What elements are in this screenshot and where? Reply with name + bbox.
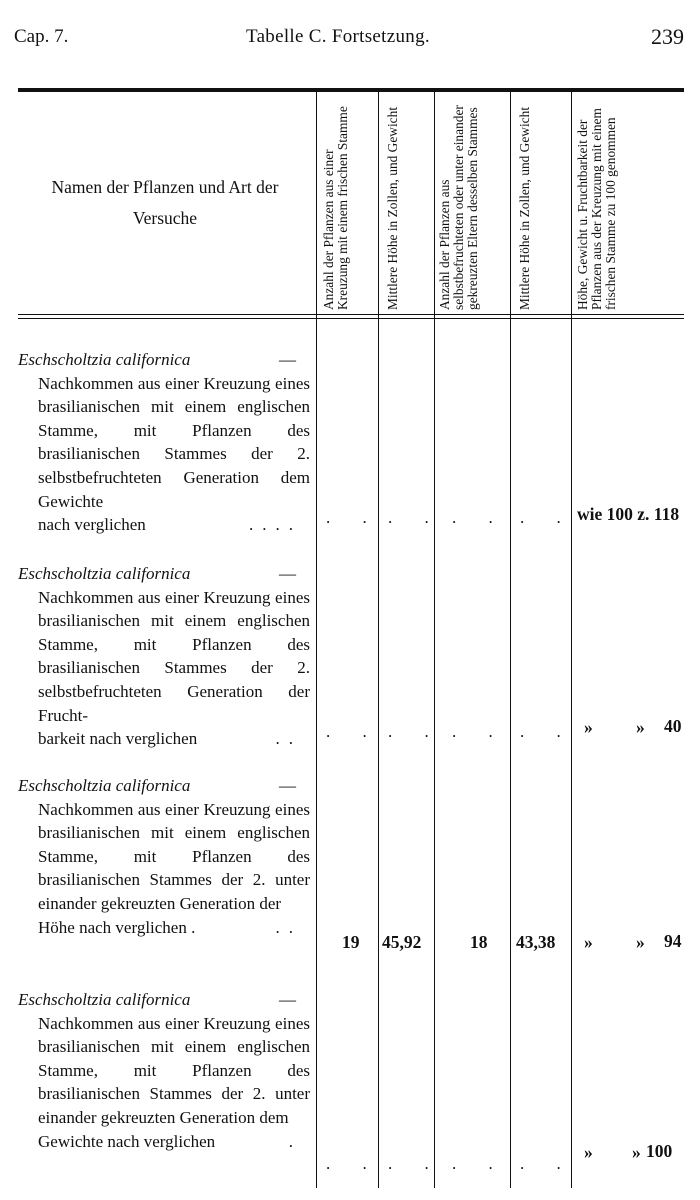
ditto-mark: »	[636, 717, 645, 737]
ditto-mark: »	[632, 1142, 641, 1162]
ditto-mark: »	[584, 932, 593, 952]
table-row: Eschscholtzia californica — Nachkommen aus einer Kreuzung eines brasilianischen mit einem englischen Stamme, mit Pflanzen des brasilianischen Stammes der 2. unter einander gekreuzten Generation der Höhe nach verglichen . ..	[18, 776, 310, 937]
top-rule	[18, 88, 684, 92]
cell-self-count: . .	[452, 722, 507, 741]
table-row: Eschscholtzia californica — Nachkommen aus einer Kreuzung eines brasilianischen mit einem englischen Stamme, mit Pflanzen des brasilianischen Stammes der 2. unter einander gekreuzten Generation dem Gewichte nach verglichen .	[18, 990, 310, 1151]
species-name: Eschscholtzia californica	[18, 564, 191, 583]
species-name: Eschscholtzia californica	[18, 990, 191, 1009]
column-header-ratio: Höhe, Gewicht u. Fruchtbarkeit der Pflanzen aus der Kreuzung mit einem frischen Stamme zu 100 genommen	[575, 108, 618, 310]
page-number: 239	[651, 24, 684, 49]
cell-ratio: 94	[664, 931, 682, 951]
chapter-label: Cap. 7.	[14, 26, 69, 47]
cell-ratio: 100	[646, 1141, 673, 1161]
cell-ratio: wie 100 z. 118	[577, 504, 680, 524]
cell-self-height: 43,38	[516, 932, 556, 952]
cell-crossed-count: . .	[326, 722, 381, 741]
column-divider	[510, 92, 511, 1188]
cell-ratio: 40	[664, 716, 682, 736]
cell-self-height: . .	[520, 722, 575, 741]
column-header-self-height: Mittlere Höhe in Zollen, und Gewicht	[517, 106, 532, 310]
experiment-description: Nachkommen aus einer Kreuzung eines brasilianischen mit einem englischen Stamme, mit Pflanzen des brasilianischen Stammes der 2. unter einander gekreuzten Generation der	[38, 799, 310, 913]
column-header-self-count: Anzahl der Pflanzen aus selbstbefruchteten oder unter einander gekreuzten Eltern desselben Stammes	[437, 105, 480, 310]
cell-self-height: . .	[520, 508, 575, 527]
cell-self-count: 18	[470, 932, 488, 952]
ditto-mark: »	[636, 932, 645, 952]
table-row: Eschscholtzia californica — Nachkommen aus einer Kreuzung eines brasilianischen mit einem englischen Stamme, mit Pflanzen des brasilianischen Stammes der 2. selbstbefruchteten Generation dem Gewichte nach verglichen ....	[18, 350, 310, 535]
table-title: Tabelle C. Fortsetzung.	[246, 26, 430, 47]
experiment-description: Nachkommen aus einer Kreuzung eines brasilianischen mit einem englischen Stamme, mit Pflanzen des brasilianischen Stammes der 2. selbstbefruchteten Generation dem Gewichte	[38, 373, 310, 511]
cell-self-height: . .	[520, 1154, 575, 1173]
table-row: Eschscholtzia californica — Nachkommen aus einer Kreuzung eines brasilianischen mit einem englischen Stamme, mit Pflanzen des brasilianischen Stammes der 2. selbstbefruchteten Generation der Frucht- barkeit nach verglichen ..	[18, 564, 310, 749]
ditto-mark: »	[584, 717, 593, 737]
cell-crossed-height: . .	[388, 1154, 443, 1173]
experiment-description: Nachkommen aus einer Kreuzung eines brasilianischen mit einem englischen Stamme, mit Pflanzen des brasilianischen Stammes der 2. unter einander gekreuzten Generation dem	[38, 1013, 310, 1127]
cell-crossed-height: . .	[388, 722, 443, 741]
column-divider	[378, 92, 379, 1188]
column-divider	[316, 92, 317, 1188]
column-divider	[434, 92, 435, 1188]
column-header-names: Namen der Pflanzen und Art der Versuche	[51, 177, 279, 228]
cell-self-count: . .	[452, 508, 507, 527]
species-name: Eschscholtzia californica	[18, 350, 191, 369]
species-name: Eschscholtzia californica	[18, 776, 191, 795]
experiment-description: Nachkommen aus einer Kreuzung eines brasilianischen mit einem englischen Stamme, mit Pflanzen des brasilianischen Stammes der 2. selbstbefruchteten Generation der Frucht-	[38, 587, 310, 725]
cell-self-count: . .	[452, 1154, 507, 1173]
column-header-crossed-height: Mittlere Höhe in Zollen, und Gewicht	[385, 106, 400, 310]
cell-crossed-count: . .	[326, 1154, 381, 1173]
cell-crossed-height: . .	[388, 508, 443, 527]
header-bottom-rule	[18, 314, 684, 319]
column-divider	[571, 92, 572, 1188]
cell-crossed-count: . .	[326, 508, 381, 527]
cell-crossed-count: 19	[342, 932, 360, 952]
column-header-crossed-count: Anzahl der Pflanzen aus einer Kreuzung mit einem frischen Stamme	[321, 106, 350, 310]
cell-crossed-height: 45,92	[382, 932, 422, 952]
ditto-mark: »	[584, 1142, 593, 1162]
